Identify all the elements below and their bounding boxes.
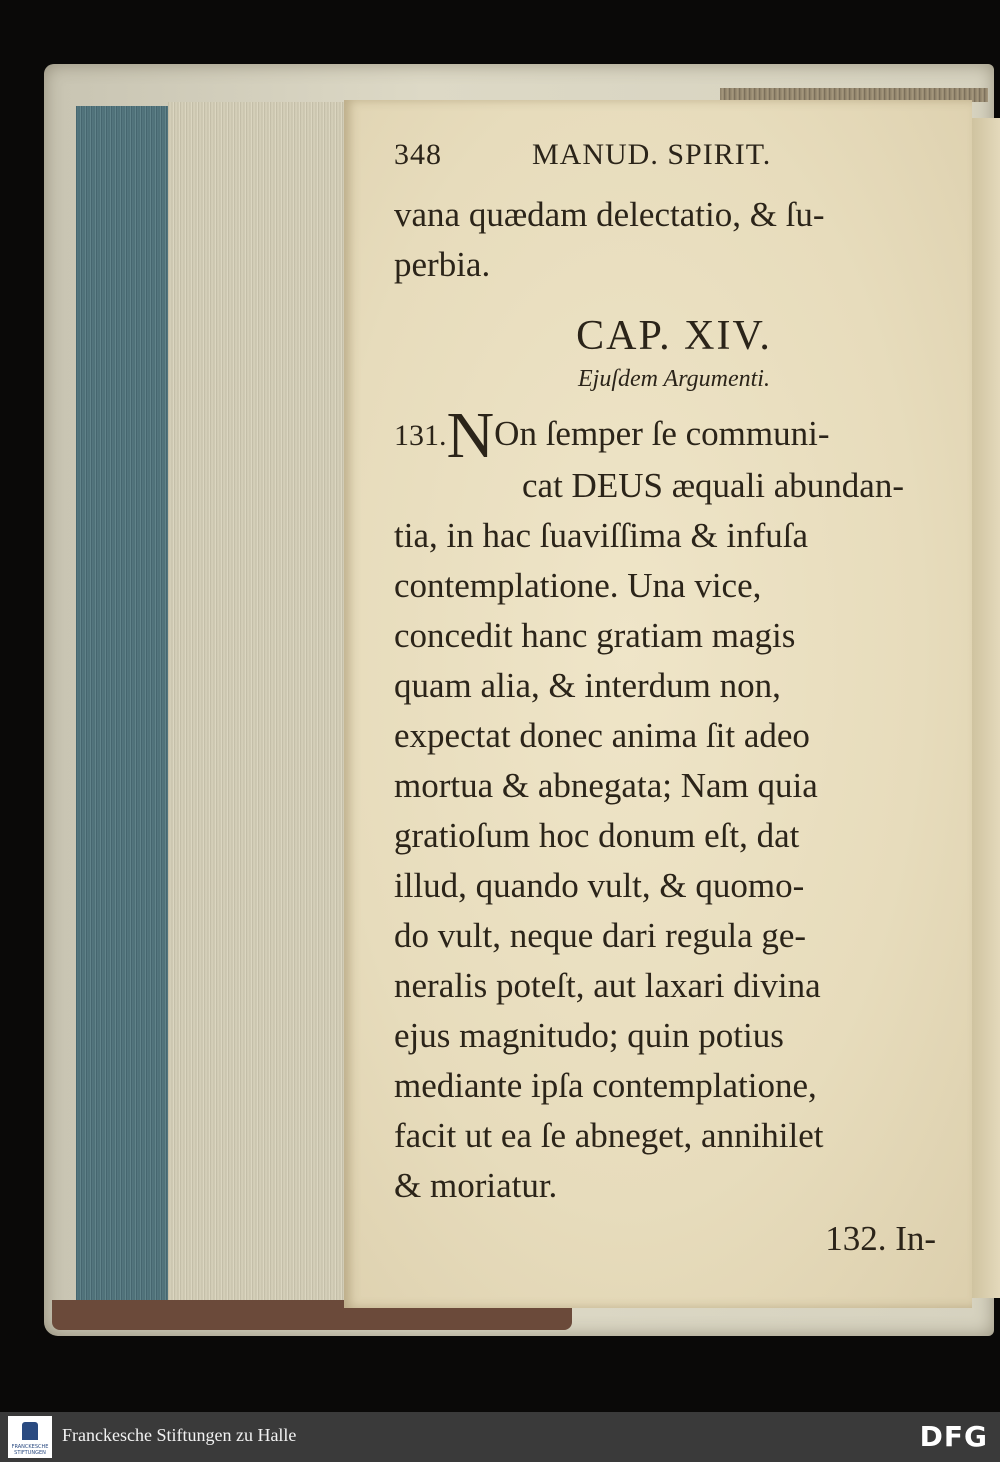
text-line: expectat donec anima ſit adeo <box>394 716 810 755</box>
text-line: ejus magnitudo; quin potius <box>394 1016 784 1055</box>
text-line: quam alia, & interdum non, <box>394 666 781 705</box>
text-line: mediante ipſa contemplatione, <box>394 1066 817 1105</box>
dfg-logo-icon[interactable]: DFG <box>919 1420 988 1453</box>
text-line: & moriatur. <box>394 1166 558 1205</box>
text-line: mortua & abnegata; Nam quia <box>394 766 818 805</box>
text-line: tia, in hac ſuaviſſima & infuſa <box>394 516 809 555</box>
page-edges <box>168 102 344 1320</box>
running-head <box>394 138 954 190</box>
text-line: facit ut ea ſe abneget, annihilet <box>394 1116 824 1155</box>
first-line-text: On ſemper ſe communi- <box>494 414 830 453</box>
institution-name[interactable]: Franckesche Stiftungen zu Halle <box>62 1425 297 1445</box>
text-line: illud, quando vult, & quomo- <box>394 866 805 905</box>
facing-page-edge <box>972 118 1000 1298</box>
page-edges-blue <box>76 106 176 1318</box>
franckesche-stiftungen-logo-icon[interactable] <box>8 1416 52 1458</box>
chapter-heading: CAP. XIV. <box>576 313 772 359</box>
drop-cap: N <box>446 399 495 472</box>
emblem-icon <box>22 1422 38 1440</box>
chapter-subtitle: Ejuſdem Argumenti. <box>578 366 770 392</box>
catchword: 132. In- <box>825 1219 936 1258</box>
text-line: contemplatione. Una vice, <box>394 566 762 605</box>
paragraph-number: 131. <box>394 419 447 452</box>
text-line: do vult, neque dari regula ge- <box>394 916 807 955</box>
footer-bar <box>0 1412 1000 1462</box>
text-line: perbia. <box>394 245 491 284</box>
page-text <box>394 138 954 1259</box>
text-line: vana quædam delectatio, & ſu- <box>394 195 825 234</box>
running-title: MANUD. SPIRIT. <box>532 138 772 171</box>
page-number: 348 <box>394 138 442 171</box>
logo-caption: FRANCKESCHE STIFTUNGEN <box>11 1444 49 1456</box>
text-line: cat DEUS æquali abundan- <box>522 466 904 505</box>
text-line: concedit hanc gratiam magis <box>394 616 796 655</box>
text-line: gratioſum hoc donum eſt, dat <box>394 816 800 855</box>
text-line: neralis poteſt, aut laxari divina <box>394 966 821 1005</box>
paragraph-first-line <box>394 399 954 472</box>
